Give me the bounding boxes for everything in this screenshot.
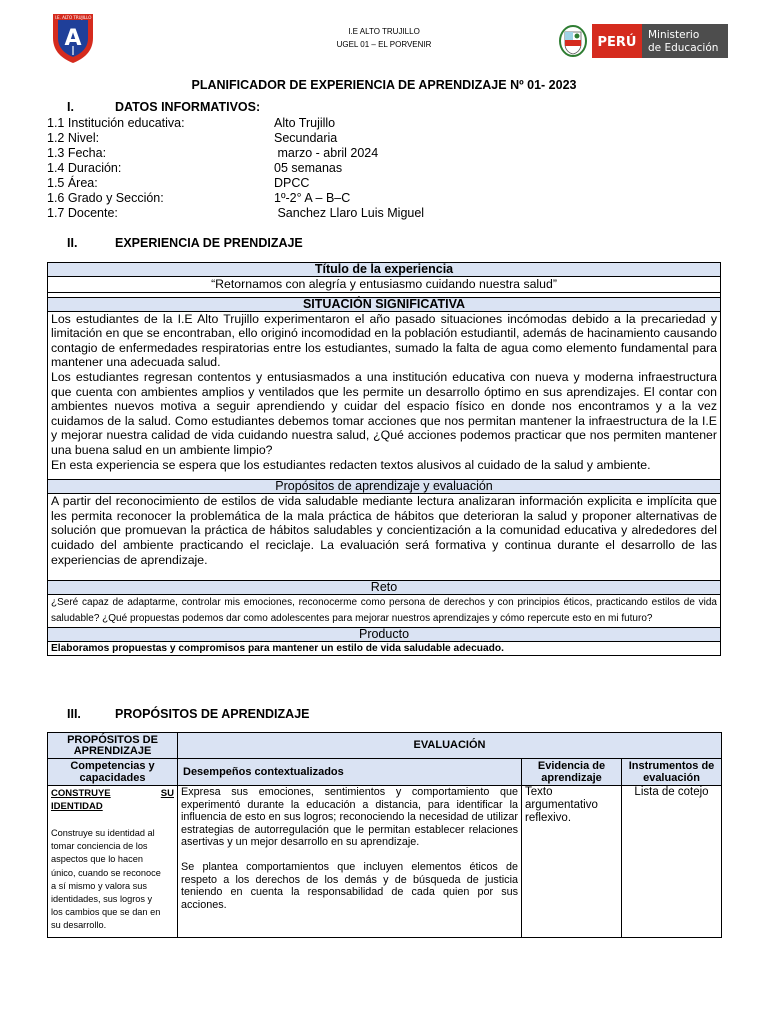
section1-title: DATOS INFORMATIVOS: xyxy=(115,100,261,114)
section1-heading xyxy=(67,100,260,114)
situation-paragraph-2: Los estudiantes regresan contentos y entusiasmados a una institución educativa con nueva y moderna infraestructura que cuenta con ambientes amplios y ventilados que les permite un desarrollo óptimo en sus aprendizajes. El contar con ambientes nuevos motiva a seguir aprendiendo y cuidar del espacio físico en donde nos encontramos y a la vez cuidamos de la salud. Como estudiantes debemos tomar acciones que nos permitan mantener la infraestructura de la I.E y mejorar nuestra calidad de vida cuidando nuestra salud, ¿Qué acciones podemos practicar que nos permiten mantener una buena salud en un ambiente limpio? xyxy=(51,369,717,457)
situation-paragraph-3: En esta experiencia se espera que los estudiantes redacten textos alusivos al cuidado de la salud y ambiente. xyxy=(51,457,651,472)
section3-heading xyxy=(67,707,309,721)
section2-heading xyxy=(67,236,303,250)
section2-title: EXPERIENCIA DE PRENDIZAJE xyxy=(115,236,303,250)
gov-country: PERÚ xyxy=(597,35,637,50)
section2-number: II. xyxy=(67,236,78,250)
performance-paragraph-2: Se plantea comportamientos que incluyen elementos éticos de respeto a los derechos de los demás y de búsqueda de justicia teniendo en cuenta la responsabilidad de cada quien por sus acciones. xyxy=(181,860,518,911)
challenge-label: Reto xyxy=(48,581,721,595)
competency-title-line2: IDENTIDAD xyxy=(51,801,103,812)
section3-number: III. xyxy=(67,707,81,721)
school-logo-letter: A xyxy=(64,26,82,51)
page-title: PLANIFICADOR DE EXPERIENCIA DE APRENDIZAJE Nº 01- 2023 xyxy=(191,78,577,92)
experience-table xyxy=(47,262,721,656)
product-label: Producto xyxy=(48,628,721,642)
ugel-name: UGEL 01 – EL PORVENIR xyxy=(336,40,432,49)
instrument-cell: Lista de cotejo xyxy=(622,786,722,938)
gov-ministry-line2: de Educación xyxy=(648,42,719,54)
competency-title: CONSTRUYE SU xyxy=(51,788,174,799)
school-logo-text: I.E. ALTO TRUJILLO xyxy=(54,15,92,20)
situation-text xyxy=(48,311,721,480)
performance-paragraph-1: Expresa sus emociones, sentimientos y comportamiento que experimentó durante la educación a distancia, para identificar la influencia de esto en sus logros; reconociendo la necesidad de utilizar estrategias de autorregulación que le permitan establecer relaciones asertivas y un mejor desarrollo en su aprendizaje. xyxy=(181,786,518,849)
col-evidence-header: Evidencia de aprendizaje xyxy=(522,759,622,786)
section1-number: I. xyxy=(67,100,74,114)
situation-label: SITUACIÓN SIGNIFICATIVA xyxy=(48,297,721,311)
performance-cell xyxy=(178,786,522,938)
col-competencies-header: Competencias y capacidades xyxy=(48,759,178,786)
col-performances-header: Desempeños contextualizados xyxy=(178,759,522,786)
col-evaluation-header: EVALUACIÓN xyxy=(178,733,722,759)
challenge-text: ¿Seré capaz de adaptarme, controlar mis emociones, reconocerme como persona de derechos y con principios éticos, practicando estilos de vida saludable? ¿Qué propuestas podemos dar como adolescentes para mejorar nuestros aprendizajes y cómo repercute esto en mi futuro? xyxy=(48,595,721,628)
peru-coat-of-arms-icon xyxy=(560,26,586,56)
purposes-text: A partir del reconocimiento de estilos de vida saludable mediante lectura analizaran información explicita e implícita que les permita reconocer la problemática de la mala práctica de hábitos que deterioran la salud y proponer alternativas de solución que promuevan la práctica de hábitos saludables y concientización a la comunidad educativa y alrededores del cuidado del ambiente practicando el reciclaje. La evaluación será formativa y continua durante el desarrollo de las experiencias de aprendizaje. xyxy=(48,494,721,581)
experience-title-value: “Retornamos con alegría y entusiasmo cuidando nuestra salud” xyxy=(48,277,721,293)
experience-title-label: Título de la experiencia xyxy=(48,263,721,277)
competency-cell xyxy=(48,786,178,938)
col-purposes-header: PROPÓSITOS DE APRENDIZAJE xyxy=(48,733,178,759)
evidence-cell: Texto argumentativo reflexivo. xyxy=(522,786,622,938)
purposes-table xyxy=(47,732,722,938)
gov-ministry-line1: Ministerio xyxy=(648,29,700,41)
ministry-logo xyxy=(556,24,728,58)
col-instruments-header: Instrumentos de evaluación xyxy=(622,759,722,786)
situation-paragraph-1: Los estudiantes de la I.E Alto Trujillo experimentaron el año pasado situaciones incómodas debido a la precariedad y limitación en que se encontraban, ello originó incomodidad en la población estudiantil, además de hacinamiento causando contagio de enfermedades respiratorias entre los estudiantes, sumado la falta de agua como elemento fundamental para mantener una adecuada salud. xyxy=(51,311,717,370)
school-name: I.E ALTO TRUJILLO xyxy=(348,27,420,36)
product-text: Elaboramos propuestas y compromisos para mantener un estilo de vida saludable adecuado. xyxy=(48,642,721,656)
competency-description: Construye su identidad al tomar conciencia de los aspectos que lo hacen único, cuando se reconoce a sí mismo y valora sus identidades, sus logros y los cambios que se dan en su desarrollo. xyxy=(51,828,161,931)
purposes-label: Propósitos de aprendizaje y evaluación xyxy=(48,480,721,494)
section3-title: PROPÓSITOS DE APRENDIZAJE xyxy=(115,707,310,721)
